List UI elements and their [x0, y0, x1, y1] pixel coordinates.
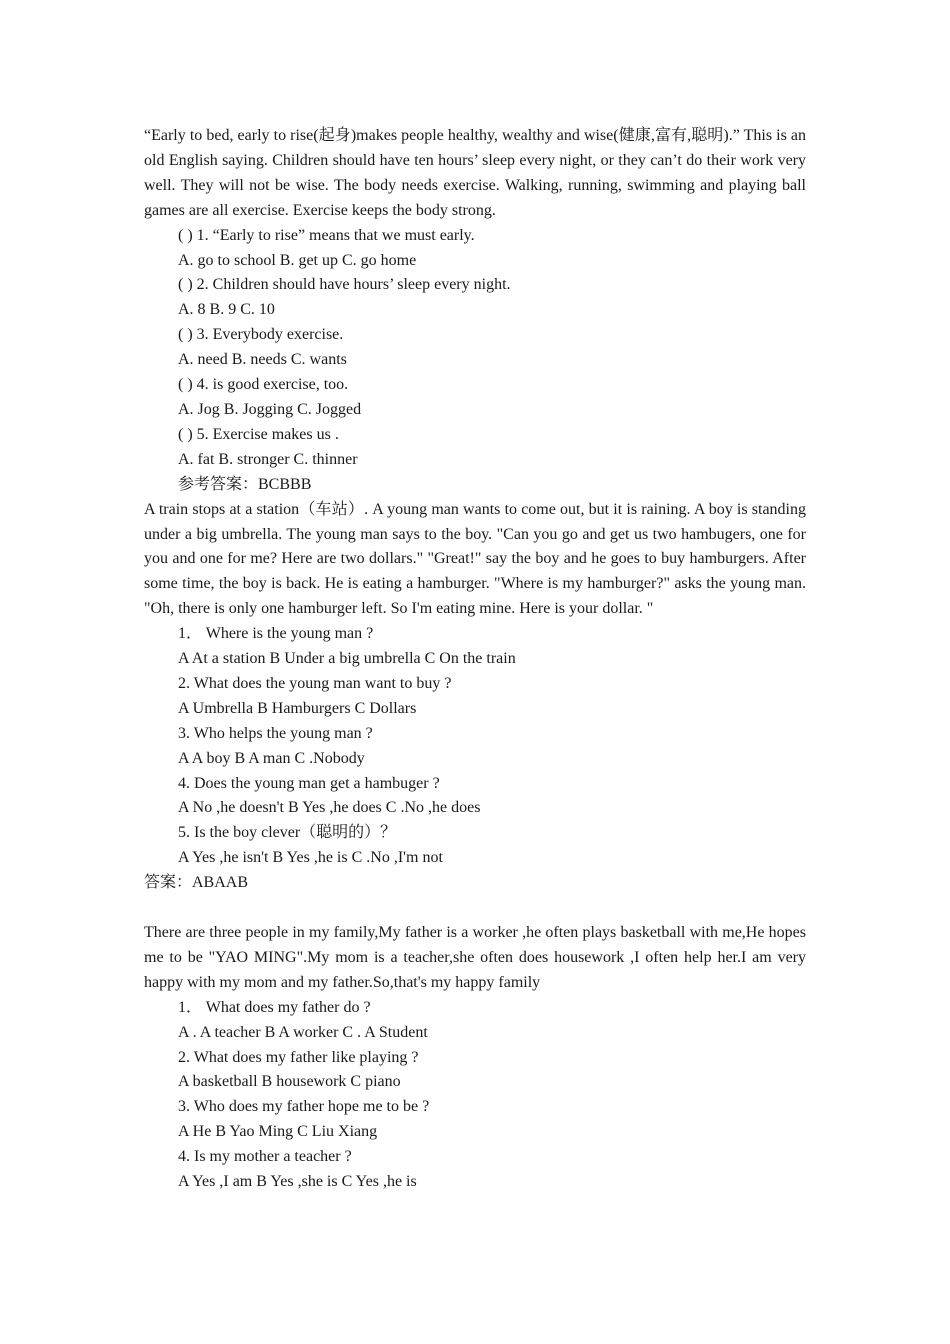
p1-question-1: ( ) 1. “Early to rise” means that we must early.	[178, 226, 475, 244]
p2-options-4: A No ,he doesn't B Yes ,he does C .No ,he does	[178, 799, 481, 817]
p2-answer-key: 答案：ABAAB	[144, 874, 249, 892]
p1-question-2: ( ) 2. Children should have hours’ sleep every night.	[178, 276, 511, 294]
p1-options-4: A. Jog B. Jogging C. Jogged	[178, 400, 362, 418]
p3-question-2: 2. What does my father like playing ?	[178, 1048, 419, 1066]
p2-question-5: 5. Is the boy clever（聪明的）？	[178, 824, 397, 842]
p2-question-4: 4. Does the young man get a hambuger ?	[178, 774, 440, 792]
passage-1-text: “Early to bed, early to rise(起身)makes people healthy, wealthy and wise(健康,富有,聪明).” This is an old English saying. Children should have ten hours’ sleep every night, or they can’t do their work very well. They will not be wise. The body needs exercise. Walking, running, swimming and playing ball games are all exercise. Exercise keeps the body strong.	[144, 127, 806, 219]
p1-options-2: A. 8 B. 9 C. 10	[178, 301, 275, 319]
p3-question-3: 3. Who does my father hope me to be ?	[178, 1098, 430, 1116]
passage-2-text: A train stops at a station（车站）. A young man wants to come out, but it is raining. A boy is standing under a big umbrella. The young man says to the boy. "Can you go and get us two hambugers, one for you and one for me? Here are two dollars." "Great!" say the boy and he goes to buy hamburgers. After some time, the boy is back. He is eating a hamburger. "Where is my hamburger?" asks the young man. "Oh, there is only one hamburger left. So I'm eating mine. Here is your dollar. "	[144, 500, 806, 618]
p3-question-4: 4. Is my mother a teacher ?	[178, 1148, 352, 1166]
blank-line	[144, 896, 806, 921]
p2-question-2: 2. What does the young man want to buy ?	[178, 674, 452, 692]
p3-options-2: A basketball B housework C piano	[178, 1073, 401, 1091]
p2-options-3: A A boy B A man C .Nobody	[178, 749, 365, 767]
p1-question-5: ( ) 5. Exercise makes us .	[178, 425, 339, 443]
p3-options-3: A He B Yao Ming C Liu Xiang	[178, 1123, 378, 1141]
p2-options-1: A At a station B Under a big umbrella C On the train	[178, 650, 516, 668]
p3-options-4: A Yes ,I am B Yes ,she is C Yes ,he is	[178, 1173, 417, 1191]
passage-3-text: There are three people in my family,My father is a worker ,he often plays basketball with me,He hopes me to be "YAO MING".My mom is a teacher,she often does housework ,I often help her.I am very happy with my mom and my father.So,that's my happy family	[144, 923, 806, 991]
p1-question-3: ( ) 3. Everybody exercise.	[178, 326, 344, 344]
p1-options-5: A. fat B. stronger C. thinner	[178, 450, 358, 468]
p1-answer-key: 参考答案：BCBBB	[178, 475, 312, 493]
p2-question-3: 3. Who helps the young man ?	[178, 724, 373, 742]
p1-options-3: A. need B. needs C. wants	[178, 351, 347, 369]
p1-options-1: A. go to school B. get up C. go home	[178, 251, 417, 269]
p3-question-1: 1． What does my father do ?	[178, 998, 371, 1016]
p2-options-2: A Umbrella B Hamburgers C Dollars	[178, 699, 417, 717]
p2-options-5: A Yes ,he isn't B Yes ,he is C .No ,I'm not	[178, 849, 443, 867]
p3-options-1: A . A teacher B A worker C . A Student	[178, 1023, 428, 1041]
document-body	[144, 124, 806, 1195]
p2-question-1: 1． Where is the young man ?	[178, 625, 374, 643]
p1-question-4: ( ) 4. is good exercise, too.	[178, 376, 349, 394]
